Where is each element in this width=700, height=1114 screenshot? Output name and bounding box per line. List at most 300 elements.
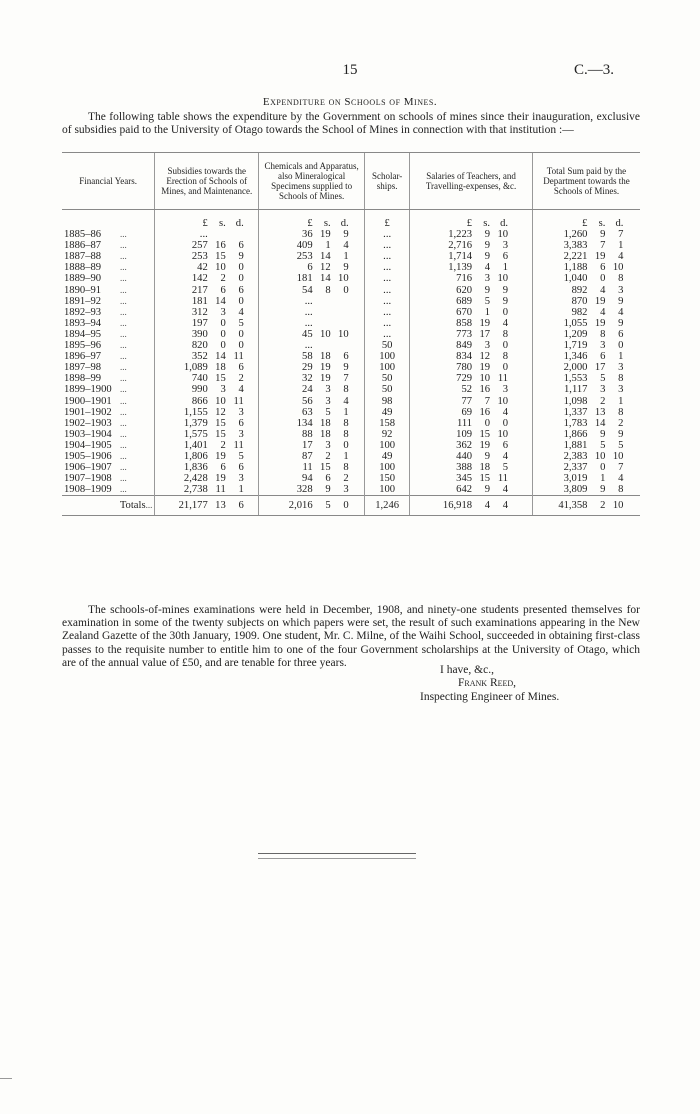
table-row [62, 407, 640, 418]
pence-value: 0 [502, 340, 509, 352]
pounds-value: 1,836 [183, 462, 208, 474]
leader-dots: ... [120, 262, 127, 273]
shillings-value: 8 [600, 328, 606, 340]
pence-value: 11 [497, 373, 509, 385]
subsidies-cell [155, 418, 259, 429]
pence-value: 1 [618, 395, 624, 407]
shillings-value: 6 [220, 284, 226, 296]
units-chemicals [259, 210, 365, 230]
pence-value: 2 [238, 373, 244, 385]
pounds-value: 866 [191, 395, 208, 407]
scholarships-cell: ... [365, 273, 410, 284]
shillings-value: 5 [600, 373, 606, 385]
pounds-value: 88 [302, 428, 313, 440]
scholarships-cell: ... [365, 296, 410, 307]
units-total [532, 210, 640, 230]
salaries-cell [410, 440, 533, 451]
subsidies-cell [155, 229, 259, 240]
pounds-value: 1,223 [448, 229, 473, 241]
pence-value: 10 [338, 328, 349, 340]
shillings-value: 5 [484, 295, 491, 307]
pounds-value: £ [202, 218, 208, 229]
subsidies-cell [155, 462, 259, 473]
shillings-value: 19 [320, 362, 331, 374]
scholarships-cell: 50 [365, 373, 410, 384]
subsidies-cell [155, 329, 259, 340]
scholarships-cell: 100 [365, 351, 410, 362]
leader-dots: ... [120, 306, 127, 317]
shillings-value: s. [323, 218, 331, 229]
pence-value: 0 [238, 262, 244, 274]
table-row [62, 440, 640, 451]
shillings-value: s. [483, 218, 491, 229]
pence-value: 7 [343, 373, 349, 385]
year-label: 1899–1900 [64, 384, 112, 396]
pence-value: 1 [238, 484, 244, 496]
shillings-value: 15 [479, 473, 491, 485]
table-row [62, 429, 640, 440]
leader-dots: ... [120, 417, 127, 428]
salaries-cell [410, 373, 533, 384]
shillings-value: 3 [600, 340, 606, 352]
pence-value: d. [500, 218, 509, 229]
pounds-value: 253 [296, 251, 313, 263]
pence-value: 8 [618, 406, 624, 418]
pence-value: 1 [618, 351, 624, 363]
scholarships-cell: 49 [365, 451, 410, 462]
pounds-value: 56 [302, 395, 313, 407]
pounds-value: 52 [461, 384, 473, 396]
page-header [0, 62, 700, 82]
scholarships-cell: ... [365, 307, 410, 318]
shillings-value: 14 [215, 351, 226, 363]
pence-value: 11 [233, 439, 244, 451]
pence-value: 0 [343, 439, 349, 451]
pounds-value: 54 [302, 284, 313, 296]
salaries-cell [410, 329, 533, 340]
pence-value: 0 [343, 500, 349, 512]
scholarships-cell: ... [365, 229, 410, 240]
chemicals-cell [259, 418, 365, 429]
pounds-value: 181 [191, 295, 208, 307]
col-header-subsidies: Subsidies towards the Erection of Schools of Mines, and Maintenance. [155, 153, 259, 210]
pence-value: d. [615, 218, 624, 229]
pounds-value: 1,117 [564, 384, 588, 396]
pounds-value: 63 [302, 406, 313, 418]
pence-value: 4 [502, 450, 509, 462]
total-cell [532, 440, 640, 451]
pounds-value: 780 [456, 362, 473, 374]
total-cell [532, 340, 640, 351]
pounds-value: 1,139 [448, 262, 473, 274]
pence-value: 6 [238, 284, 244, 296]
shillings-value: 6 [600, 351, 606, 363]
table-row [62, 396, 640, 407]
shillings-value: 12 [320, 262, 331, 274]
total-cell [532, 429, 640, 440]
pence-value: 9 [343, 262, 349, 274]
shillings-value: 18 [479, 462, 491, 474]
chemicals-cell [259, 451, 365, 462]
col-header-salaries: Salaries of Teachers, and Travelling-expenses, &c. [410, 153, 533, 210]
pounds-value: 45 [302, 328, 313, 340]
pounds-value: 1,806 [183, 450, 208, 462]
total-cell [532, 384, 640, 395]
signature-block [420, 664, 640, 704]
pounds-value: 328 [296, 484, 313, 496]
shillings-value: 3 [220, 306, 226, 318]
pounds-value: 312 [191, 306, 208, 318]
pounds-value: 197 [191, 317, 208, 329]
year-cell [62, 429, 155, 440]
salaries-cell [410, 229, 533, 240]
pounds-value: 388 [456, 462, 473, 474]
pounds-value: 16,918 [442, 500, 473, 512]
pounds-value: 982 [571, 306, 588, 318]
pounds-value: 849 [456, 340, 473, 352]
pence-value: 0 [343, 284, 349, 296]
scholarships-cell: 92 [365, 429, 410, 440]
total-cell [532, 484, 640, 496]
pounds-value: 858 [456, 317, 473, 329]
shillings-value: 7 [484, 395, 491, 407]
scholarships-cell: 50 [365, 340, 410, 351]
pounds-value: 3,383 [563, 240, 588, 252]
scholarships-cell: ... [365, 285, 410, 296]
shillings-value: s. [598, 218, 606, 229]
subsidies-cell [155, 307, 259, 318]
leader-dots: ... [120, 273, 127, 284]
pounds-value: 2,383 [563, 450, 588, 462]
pounds-value: 1,209 [563, 328, 588, 340]
shillings-value: 19 [594, 251, 606, 263]
total-cell [532, 407, 640, 418]
pence-value: 7 [618, 229, 624, 241]
chemicals-cell [259, 251, 365, 262]
shillings-value: 9 [325, 484, 331, 496]
pounds-value: 2,337 [563, 462, 588, 474]
pounds-value: 1,260 [563, 229, 588, 241]
chemicals-cell [259, 229, 365, 240]
shillings-value: 0 [220, 317, 226, 329]
pence-value: 4 [618, 306, 624, 318]
pence-value: 3 [618, 362, 624, 374]
pence-value: 10 [497, 395, 509, 407]
shillings-value: 4 [600, 306, 606, 318]
pence-value: 10 [497, 428, 509, 440]
pence-value: 0 [238, 295, 244, 307]
shillings-value: 19 [320, 373, 331, 385]
shillings-value: 11 [215, 484, 226, 496]
subsidies-cell [155, 296, 259, 307]
shillings-value: s. [218, 218, 226, 229]
chemicals-cell [259, 462, 365, 473]
subsidies-cell [155, 273, 259, 284]
pounds-value: 142 [191, 273, 208, 285]
year-label: 1888–89 [64, 262, 102, 274]
pence-value: 4 [238, 384, 244, 396]
pounds-value: 77 [461, 395, 473, 407]
chemicals-cell [259, 240, 365, 251]
pounds-value: 17 [302, 439, 313, 451]
pence-value: 10 [612, 500, 624, 512]
pence-value: 0 [618, 340, 624, 352]
leader-dots: ... [120, 462, 127, 473]
pence-value: 8 [343, 428, 349, 440]
shillings-value: 17 [594, 362, 606, 374]
pence-value: d. [340, 218, 349, 229]
shillings-value: 10 [215, 262, 226, 274]
pence-value: 5 [618, 439, 624, 451]
pence-value: 6 [238, 362, 244, 374]
table-row [62, 351, 640, 362]
scholarships-cell: 100 [365, 462, 410, 473]
salaries-cell [410, 251, 533, 262]
scholarships-cell: ... [365, 251, 410, 262]
subsidies-cell [155, 384, 259, 395]
pence-value: 4 [618, 251, 624, 263]
year-label: 1904–1905 [64, 439, 112, 451]
pence-value: 10 [497, 229, 509, 241]
salaries-cell [410, 362, 533, 373]
year-label: 1889–90 [64, 273, 102, 285]
examinations-paragraph: The schools-of-mines examinations were held in December, 1908, and ninety-one students presented themselves for examination in some of the twenty subjects on which papers were set, the result of such examinations appearing in the New Zealand Gazette of the 30th January, 1909. One student, Mr. C. Milne, of the Waihi School, succeeded in obtaining first-class passes to the requisite number to entitle him to one of the four Government scholarships at the University of Otago, which are of the annual value of £50, and are tenable for three years. [62, 604, 640, 669]
pounds-value: 181 [296, 273, 313, 285]
shillings-value: 15 [215, 251, 226, 263]
shillings-value: 5 [325, 500, 331, 512]
pounds-value: £ [307, 218, 313, 229]
pence-value: 11 [497, 473, 509, 485]
chemicals-cell [259, 407, 365, 418]
shillings-value: 19 [215, 450, 226, 462]
pounds-value: 6 [307, 262, 313, 274]
pence-value: 9 [502, 295, 509, 307]
leader-dots: ... [120, 340, 127, 351]
chemicals-cell [259, 440, 365, 451]
pence-value: 10 [497, 273, 509, 285]
pence-value: 1 [502, 262, 509, 274]
subsidies-cell [155, 373, 259, 384]
pence-value: 6 [502, 251, 509, 263]
leader-dots: ... [120, 439, 127, 450]
shillings-value: 3 [484, 273, 491, 285]
pounds-value: 362 [456, 439, 473, 451]
scholarships-cell: 50 [365, 384, 410, 395]
salaries-cell [410, 340, 533, 351]
total-cell [532, 296, 640, 307]
leader-dots: ... [120, 484, 127, 495]
year-label: 1892–93 [64, 306, 102, 318]
year-cell [62, 285, 155, 296]
totals-salaries [410, 496, 533, 516]
year-label: 1895–96 [64, 340, 102, 352]
pounds-value: 990 [191, 384, 208, 396]
shillings-value: 9 [600, 484, 606, 496]
subsidies-cell [155, 318, 259, 329]
scholarships-cell: ... [365, 329, 410, 340]
pounds-value: 1,155 [183, 406, 208, 418]
pence-value: 0 [502, 417, 509, 429]
subsidies-cell [155, 251, 259, 262]
signature-title: Inspecting Engineer of Mines. [420, 690, 560, 703]
pence-value: 6 [343, 351, 349, 363]
year-label: 1901–1902 [64, 406, 112, 418]
pence-value: 6 [238, 417, 244, 429]
table-row [62, 262, 640, 273]
year-label: 1890–91 [64, 284, 102, 296]
pence-value: 9 [343, 229, 349, 241]
pounds-value: 3,809 [563, 484, 588, 496]
chemicals-cell [259, 362, 365, 373]
scholarships-cell: ... [365, 262, 410, 273]
year-cell [62, 384, 155, 395]
units-scholarships: £ [365, 210, 410, 230]
pence-value: 9 [238, 251, 244, 263]
salaries-cell [410, 484, 533, 496]
year-label: 1885–86 [64, 229, 102, 241]
page-number: 15 [342, 62, 358, 78]
total-cell [532, 473, 640, 484]
year-label: 1893–94 [64, 317, 102, 329]
chemicals-cell [259, 396, 365, 407]
pence-value: 9 [502, 284, 509, 296]
year-label: 1886–87 [64, 240, 102, 252]
subsidies-cell [155, 429, 259, 440]
shillings-value: 2 [600, 395, 606, 407]
shillings-value: 16 [479, 384, 491, 396]
salaries-cell [410, 462, 533, 473]
scholarships-cell: 158 [365, 418, 410, 429]
shillings-value: 10 [479, 373, 491, 385]
pounds-value: 111 [456, 417, 473, 429]
pounds-value: 24 [302, 384, 313, 396]
pence-value: 0 [502, 306, 509, 318]
pence-value: 8 [618, 273, 624, 285]
pence-value: 6 [238, 500, 244, 512]
pence-value: 4 [502, 406, 509, 418]
closing-rule [258, 853, 416, 859]
signature-closing: I have, &c., [440, 664, 494, 676]
subsidies-cell [155, 407, 259, 418]
shillings-value: 5 [600, 439, 606, 451]
pounds-value: 834 [456, 351, 473, 363]
shillings-value: 18 [215, 362, 226, 374]
total-cell [532, 396, 640, 407]
leader-dots: ... [120, 362, 127, 373]
chemicals-cell [259, 273, 365, 284]
pence-value: 8 [502, 351, 509, 363]
totals-chemicals [259, 496, 365, 516]
year-cell [62, 296, 155, 307]
pounds-value: 87 [302, 450, 313, 462]
pounds-value: 1,866 [563, 428, 588, 440]
shillings-value: 19 [479, 317, 491, 329]
pounds-value: 134 [296, 417, 313, 429]
pounds-value: 29 [302, 362, 313, 374]
chemicals-cell [259, 296, 365, 307]
year-cell [62, 229, 155, 240]
pence-value: 1 [343, 450, 349, 462]
pence-value: 0 [238, 273, 244, 285]
table-row [62, 340, 640, 351]
col-header-scholarships: Scholar-ships. [365, 153, 410, 210]
shillings-value: 17 [479, 328, 491, 340]
shillings-value: 13 [594, 406, 606, 418]
pence-value: 11 [233, 351, 244, 363]
year-cell [62, 373, 155, 384]
pounds-value: 1,055 [563, 317, 588, 329]
pence-value: 4 [618, 473, 624, 485]
shillings-value: 10 [320, 328, 331, 340]
leader-dots: ... [120, 351, 127, 362]
pounds-value: 69 [461, 406, 473, 418]
intro-paragraph: The following table shows the expenditure by the Government on schools of mines since their inauguration, exclusive of subsidies paid to the University of Otago towards the School of Mines in connection with that institution :— [62, 111, 640, 136]
pence-value: 2 [343, 473, 349, 485]
pence-value: 7 [618, 462, 624, 474]
total-cell [532, 262, 640, 273]
salaries-cell [410, 473, 533, 484]
pounds-value: 345 [456, 473, 473, 485]
total-cell [532, 462, 640, 473]
pounds-value: 1,040 [563, 273, 588, 285]
chemicals-cell [259, 318, 365, 329]
shillings-value: 9 [484, 284, 491, 296]
salaries-cell [410, 262, 533, 273]
year-cell [62, 451, 155, 462]
table-row [62, 229, 640, 240]
pounds-value: 870 [571, 295, 588, 307]
col-header-chemicals: Chemicals and Apparatus, also Mineralogical Specimens supplied to Schools of Mines. [259, 153, 365, 210]
year-label: 1903–1904 [64, 428, 112, 440]
pence-value: 8 [618, 484, 624, 496]
pence-value: 6 [618, 328, 624, 340]
pounds-value: 217 [191, 284, 208, 296]
year-label: 1906–1907 [64, 462, 112, 474]
pounds-value: 740 [191, 373, 208, 385]
shillings-value: 9 [484, 251, 491, 263]
pounds-value: 41,358 [558, 500, 588, 512]
scholarships-cell: 150 [365, 473, 410, 484]
pounds-value: ... [304, 306, 313, 318]
pounds-value: 2,428 [183, 473, 208, 485]
total-cell [532, 285, 640, 296]
shillings-value: 15 [320, 462, 331, 474]
section-heading: Expenditure on Schools of Mines. [262, 96, 438, 108]
salaries-cell [410, 384, 533, 395]
subsidies-cell [155, 340, 259, 351]
pounds-value: ... [199, 229, 208, 241]
salaries-cell [410, 351, 533, 362]
pence-value: d. [235, 218, 244, 229]
pounds-value: 729 [456, 373, 473, 385]
total-cell [532, 418, 640, 429]
pounds-value: ... [304, 295, 313, 307]
shillings-value: 15 [215, 417, 226, 429]
chemicals-cell [259, 429, 365, 440]
pounds-value: ... [304, 317, 313, 329]
subsidies-cell [155, 351, 259, 362]
scholarships-cell: 49 [365, 407, 410, 418]
pounds-value: 352 [191, 351, 208, 363]
pounds-value: 1,714 [448, 251, 473, 263]
shillings-value: 1 [484, 306, 491, 318]
shillings-value: 2 [220, 273, 226, 285]
pence-value: 10 [612, 450, 624, 462]
year-cell [62, 262, 155, 273]
pence-value: 8 [618, 373, 624, 385]
chemicals-cell [259, 484, 365, 496]
pence-value: 8 [343, 417, 349, 429]
